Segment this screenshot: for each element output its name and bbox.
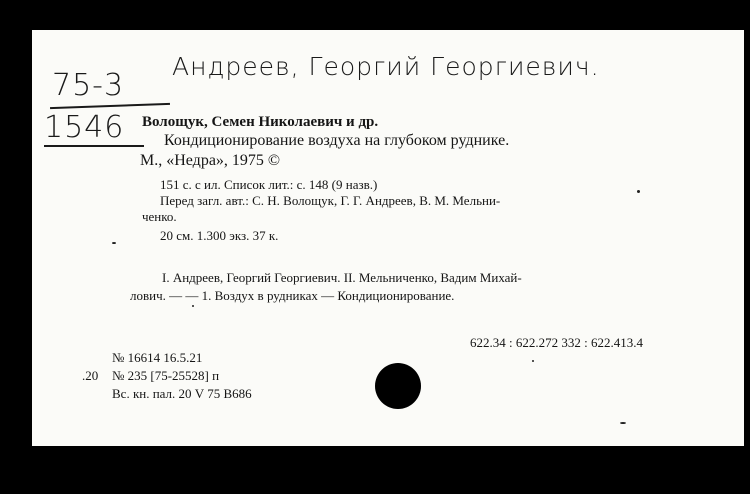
speck <box>620 422 626 424</box>
entry-format: 20 см. 1.300 экз. 37 к. <box>160 228 279 243</box>
entry-title: Кондиционирование воздуха на глубоком руднике. <box>164 132 510 149</box>
entry-order-prefix: .20 <box>82 368 99 383</box>
handwritten-code-top: 75-3 <box>52 68 125 103</box>
entry-tracings-1: I. Андреев, Георгий Георгиевич. II. Мельниченко, Вадим Михай- <box>162 270 522 285</box>
handwritten-code-bottom: 1546 <box>44 110 125 145</box>
scan-border <box>0 446 750 494</box>
speck <box>637 190 640 193</box>
entry-authors-note-2: ченко. <box>142 209 177 224</box>
speck <box>192 305 194 307</box>
entry-tracings-2: лович. — — 1. Воздух в рудниках — Кондиционирование. <box>130 288 455 303</box>
entry-vs-line: Вс. кн. пал. 20 V 75 B686 <box>112 386 252 401</box>
handwritten-divider <box>44 145 144 147</box>
entry-imprint: М., «Недра», 1975 © <box>140 152 281 169</box>
entry-author: Волощук, Семен Николаевич и др. <box>142 114 379 130</box>
handwritten-heading: Андреев, Георгий Георгиевич. <box>172 52 600 81</box>
punch-hole <box>375 363 421 409</box>
speck <box>532 360 534 362</box>
entry-udc: 622.34 : 622.272 332 : 622.413.4 <box>470 335 643 350</box>
entry-order-line: № 235 [75-25528] п <box>112 368 220 383</box>
handwritten-underline <box>50 103 170 109</box>
entry-pages: 151 с. с ил. Список лит.: с. 148 (9 назв.) <box>160 177 378 192</box>
entry-number-line: № 16614 16.5.21 <box>112 350 203 365</box>
entry-authors-note-1: Перед загл. авт.: С. Н. Волощук, Г. Г. Андреев, В. М. Мельни- <box>160 193 501 208</box>
speck <box>112 242 116 244</box>
